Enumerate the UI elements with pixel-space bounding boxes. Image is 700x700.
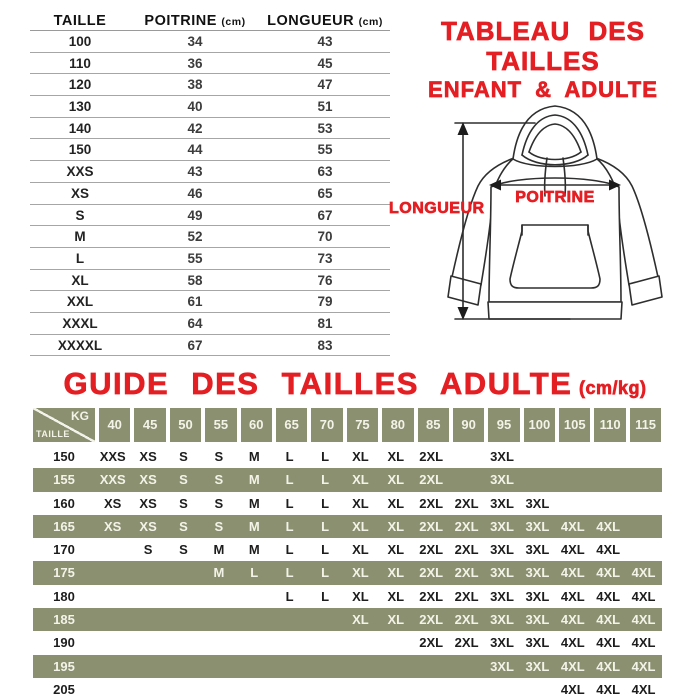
row-label-taille: 195 xyxy=(53,658,75,674)
child-table-cell: 65 xyxy=(317,185,333,201)
size-cell: M xyxy=(248,449,260,464)
size-cell: 4XL xyxy=(560,612,585,628)
size-cell: XXS xyxy=(99,472,126,488)
adult-table-body xyxy=(33,445,662,700)
size-cell: L xyxy=(250,565,259,581)
size-cell xyxy=(590,445,625,468)
size-cell xyxy=(272,608,307,631)
child-table-cell: 110 xyxy=(69,55,91,71)
size-cell: M xyxy=(248,542,260,558)
child-table-cell: 46 xyxy=(187,185,203,201)
size-cell: XL xyxy=(387,518,405,534)
size-cell xyxy=(95,678,130,700)
size-cell: XL xyxy=(387,612,405,628)
child-table-row xyxy=(30,313,390,335)
child-table-cell: 55 xyxy=(317,142,333,158)
size-cell: XS xyxy=(139,495,157,511)
adult-guide-title xyxy=(35,366,675,402)
size-cell: 2XL xyxy=(419,612,444,628)
size-cell xyxy=(343,678,378,700)
size-cell: S xyxy=(179,449,188,464)
size-cell: XL xyxy=(387,472,405,488)
size-cell: S xyxy=(214,472,224,488)
size-cell: 4XL xyxy=(560,565,585,581)
adult-table-row xyxy=(33,631,662,654)
size-cell: L xyxy=(285,588,294,604)
size-cell: 3XL xyxy=(490,449,514,464)
poitrine-label: POITRINE xyxy=(515,189,595,206)
size-cell xyxy=(449,468,484,491)
child-table-cell: 45 xyxy=(317,55,333,71)
size-cell xyxy=(520,678,555,700)
size-cell xyxy=(626,468,661,491)
kg-column-header: 45 xyxy=(130,408,165,442)
size-cell xyxy=(590,468,625,491)
size-cell: 4XL xyxy=(631,565,656,581)
kg-column-header: 40 xyxy=(95,408,130,442)
child-table-row xyxy=(30,226,390,248)
size-cell xyxy=(237,608,272,631)
size-cell: L xyxy=(285,518,294,534)
size-cell xyxy=(166,585,201,608)
size-cell xyxy=(130,655,165,678)
size-cell: XL xyxy=(352,542,369,558)
size-cell xyxy=(626,515,661,538)
adult-size-table xyxy=(33,408,662,700)
size-cell xyxy=(484,678,519,700)
size-cell: 2XL xyxy=(454,495,479,511)
kg-column-header: 95 xyxy=(484,408,519,442)
child-table-body xyxy=(30,31,390,356)
hoodie-hem-band xyxy=(488,302,622,319)
size-cell: XL xyxy=(387,542,405,558)
kg-column-header: 100 xyxy=(520,408,555,442)
kg-column-header: 85 xyxy=(414,408,449,442)
child-table-cell: 43 xyxy=(317,34,333,49)
child-table-cell: 73 xyxy=(317,250,333,266)
size-cell: 3XL xyxy=(525,542,550,558)
size-cell xyxy=(130,561,165,584)
adult-table-row xyxy=(33,608,662,631)
size-cell: M xyxy=(248,518,260,534)
column-header-taille: TAILLE xyxy=(53,13,107,29)
size-cell: XL xyxy=(352,565,369,581)
child-table-row xyxy=(30,96,390,118)
adult-table-row xyxy=(33,538,662,561)
size-cell xyxy=(201,678,236,700)
size-cell xyxy=(272,655,307,678)
child-table-cell: 61 xyxy=(187,294,203,310)
size-cell: L xyxy=(321,449,330,464)
row-label-taille: 205 xyxy=(53,681,75,697)
child-table-cell: 63 xyxy=(317,164,333,180)
child-table-header-row xyxy=(30,12,390,31)
kg-column-header: 50 xyxy=(166,408,201,442)
size-cell: L xyxy=(285,542,294,558)
child-table-cell: L xyxy=(75,250,85,266)
size-cell xyxy=(307,678,342,700)
child-table-cell: 47 xyxy=(317,77,333,93)
column-header-poitrine: POITRINE (cm) xyxy=(144,13,246,29)
size-cell: 2XL xyxy=(454,542,479,558)
size-cell xyxy=(520,445,555,468)
size-cell xyxy=(95,631,130,654)
size-cell: 2XL xyxy=(419,565,444,581)
size-cell: XL xyxy=(387,588,405,604)
size-cell: XL xyxy=(387,565,405,581)
size-cell: 2XL xyxy=(419,588,444,604)
child-table-row xyxy=(30,183,390,205)
size-cell: 4XL xyxy=(596,681,621,697)
child-table-row xyxy=(30,118,390,140)
corner-kg-label: KG xyxy=(71,409,89,423)
size-cell: 4XL xyxy=(560,588,585,604)
size-cell: 4XL xyxy=(631,658,656,674)
row-label-taille: 175 xyxy=(53,565,75,581)
size-cell xyxy=(520,468,555,491)
size-cell xyxy=(166,655,201,678)
size-cell xyxy=(95,655,130,678)
size-cell: 3XL xyxy=(525,495,550,511)
size-cell: M xyxy=(213,565,225,581)
hoodie-pocket xyxy=(510,225,600,288)
row-label-taille: 190 xyxy=(53,635,75,651)
child-table-cell: 67 xyxy=(317,207,333,223)
size-cell xyxy=(307,631,342,654)
size-cell xyxy=(95,561,130,584)
size-cell: 3XL xyxy=(525,658,550,674)
kg-column-header: 110 xyxy=(590,408,625,442)
size-cell: L xyxy=(285,495,294,511)
unit-label: (cm) xyxy=(221,16,246,28)
size-cell: 4XL xyxy=(596,542,621,558)
child-table-cell: 53 xyxy=(317,120,333,136)
kg-column-header: 55 xyxy=(201,408,236,442)
size-cell: 4XL xyxy=(560,518,585,534)
size-cell: S xyxy=(179,472,188,488)
size-cell: XS xyxy=(139,518,157,534)
size-cell xyxy=(626,492,661,515)
size-cell: 3XL xyxy=(490,612,514,628)
size-cell: 3XL xyxy=(490,658,514,674)
main-title xyxy=(390,16,696,103)
size-cell xyxy=(237,585,272,608)
size-cell xyxy=(166,678,201,700)
size-cell: 2XL xyxy=(454,635,479,651)
size-cell xyxy=(130,585,165,608)
size-cell: S xyxy=(179,542,188,558)
size-cell: XL xyxy=(352,588,369,604)
size-cell xyxy=(555,445,590,468)
size-cell: XS xyxy=(104,518,122,534)
child-table-cell: XL xyxy=(71,272,89,288)
size-cell: S xyxy=(179,495,188,511)
size-cell xyxy=(95,585,130,608)
size-cell: 3XL xyxy=(525,565,550,581)
size-cell: 4XL xyxy=(560,542,585,558)
size-cell xyxy=(626,538,661,561)
child-table-cell: 55 xyxy=(187,250,203,266)
size-cell: L xyxy=(321,495,330,511)
corner-taille-label: TAILLE xyxy=(36,429,70,439)
child-table-cell: 49 xyxy=(187,207,203,223)
child-table-cell: XXXXL xyxy=(57,337,103,353)
child-table-cell: XXS xyxy=(66,164,94,180)
size-cell: XS xyxy=(139,449,157,464)
adult-table-row xyxy=(33,585,662,608)
size-cell xyxy=(272,678,307,700)
size-cell: M xyxy=(248,495,260,511)
child-table-cell: 70 xyxy=(317,229,333,245)
guide-title-text: GUIDE DES TAILLES ADULTE xyxy=(63,366,573,401)
size-cell: 4XL xyxy=(631,612,656,628)
child-table-cell: 150 xyxy=(68,142,92,158)
column-header-longueur: LONGUEUR (cm) xyxy=(267,13,383,29)
size-cell: 3XL xyxy=(525,518,550,534)
child-table-row xyxy=(30,205,390,227)
size-cell: S xyxy=(214,449,224,464)
child-table-cell: 81 xyxy=(317,315,333,331)
row-label-taille: 155 xyxy=(53,472,75,488)
child-table-cell: XS xyxy=(70,185,89,201)
child-table-cell: XXXL xyxy=(62,315,98,331)
child-table-cell: 140 xyxy=(68,120,92,136)
size-cell xyxy=(237,678,272,700)
child-table-row xyxy=(30,248,390,270)
kg-column-header: 60 xyxy=(237,408,272,442)
size-cell xyxy=(95,608,130,631)
size-cell: 4XL xyxy=(596,635,621,651)
size-cell: 2XL xyxy=(454,588,479,604)
size-cell xyxy=(555,468,590,491)
size-cell: L xyxy=(321,542,330,558)
size-cell: XS xyxy=(139,472,157,488)
longueur-label: LONGUEUR xyxy=(389,200,485,217)
size-cell: 4XL xyxy=(631,588,656,604)
size-cell xyxy=(130,608,165,631)
size-cell: 2XL xyxy=(454,565,479,581)
guide-title-unit: (cm/kg) xyxy=(579,378,647,398)
size-cell: 2XL xyxy=(419,542,444,558)
adult-table-row xyxy=(33,561,662,584)
size-cell: S xyxy=(214,518,224,534)
size-cell: 3XL xyxy=(490,542,514,558)
child-table-cell: 40 xyxy=(187,99,203,115)
child-table-cell: XXL xyxy=(66,294,94,310)
child-table-cell: 42 xyxy=(187,120,203,136)
size-cell: 2XL xyxy=(419,518,444,534)
unit-label: (cm) xyxy=(358,16,383,28)
child-table-row xyxy=(30,139,390,161)
size-cell xyxy=(449,655,484,678)
row-label-taille: 170 xyxy=(53,542,75,558)
size-cell xyxy=(95,538,130,561)
size-cell xyxy=(449,445,484,468)
size-cell: XL xyxy=(387,495,405,511)
size-cell: 3XL xyxy=(525,612,550,628)
child-table-cell: S xyxy=(75,207,85,223)
size-cell: 4XL xyxy=(631,635,656,651)
child-size-table xyxy=(30,12,390,356)
size-cell xyxy=(272,631,307,654)
child-table-cell: 52 xyxy=(187,229,203,245)
size-cell: XL xyxy=(387,449,405,464)
size-cell: 4XL xyxy=(596,658,621,674)
size-cell: 2XL xyxy=(454,518,479,534)
size-cell: 4XL xyxy=(596,565,621,581)
size-cell: 3XL xyxy=(490,588,514,604)
size-cell: L xyxy=(285,449,294,464)
size-cell: L xyxy=(285,472,294,488)
size-cell: XL xyxy=(352,612,369,628)
size-cell: 2XL xyxy=(454,612,479,628)
size-cell: 3XL xyxy=(490,635,514,651)
kg-column-header: 115 xyxy=(626,408,661,442)
size-cell xyxy=(201,585,236,608)
child-table-row xyxy=(30,291,390,313)
size-cell: S xyxy=(179,518,188,534)
size-cell xyxy=(130,631,165,654)
row-label-taille: 160 xyxy=(53,495,75,511)
size-cell xyxy=(343,655,378,678)
size-cell: L xyxy=(321,565,330,581)
size-cell xyxy=(449,678,484,700)
size-cell: 4XL xyxy=(560,635,585,651)
corner-header-cell xyxy=(33,408,95,442)
size-cell: XL xyxy=(352,518,369,534)
adult-table-row xyxy=(33,468,662,491)
adult-table-header-row xyxy=(33,408,662,442)
size-cell xyxy=(378,655,413,678)
adult-table-row xyxy=(33,655,662,678)
size-cell: 3XL xyxy=(490,495,514,511)
size-cell xyxy=(166,631,201,654)
size-cell xyxy=(378,631,413,654)
size-cell: 3XL xyxy=(525,588,550,604)
child-table-cell: 51 xyxy=(317,99,333,115)
size-cell: 4XL xyxy=(631,681,656,697)
size-cell xyxy=(343,631,378,654)
child-table-row xyxy=(30,31,390,53)
size-cell: 3XL xyxy=(525,635,550,651)
row-label-taille: 150 xyxy=(53,449,75,464)
size-cell: S xyxy=(143,542,153,558)
child-table-row xyxy=(30,53,390,75)
row-label-taille: 185 xyxy=(53,612,75,628)
size-cell: 4XL xyxy=(596,612,621,628)
size-cell xyxy=(237,631,272,654)
adult-table-row xyxy=(33,492,662,515)
child-table-cell: 43 xyxy=(187,164,203,180)
child-table-cell: 76 xyxy=(317,272,333,288)
size-cell xyxy=(307,655,342,678)
size-cell xyxy=(130,678,165,700)
child-table-row xyxy=(30,74,390,96)
child-table-row xyxy=(30,161,390,183)
size-cell: 3XL xyxy=(490,565,514,581)
child-table-cell: 38 xyxy=(187,77,203,93)
size-cell: XXS xyxy=(99,449,126,464)
kg-column-header: 70 xyxy=(307,408,342,442)
size-cell: S xyxy=(214,495,224,511)
size-cell: L xyxy=(321,588,330,604)
child-table-cell: 83 xyxy=(317,337,333,353)
child-table-cell: 79 xyxy=(317,294,333,310)
size-cell xyxy=(307,608,342,631)
child-table-cell: 34 xyxy=(187,34,203,49)
row-label-taille: 165 xyxy=(53,518,75,534)
size-cell: L xyxy=(285,565,294,581)
size-cell: 2XL xyxy=(419,449,444,464)
size-cell: XS xyxy=(104,495,122,511)
size-cell: XL xyxy=(352,472,369,488)
child-table-cell: 64 xyxy=(187,315,203,331)
child-table-cell: 36 xyxy=(187,55,203,71)
adult-table-row xyxy=(33,678,662,700)
kg-column-header: 105 xyxy=(555,408,590,442)
size-cell: 2XL xyxy=(419,472,444,488)
child-table-cell: 58 xyxy=(187,272,203,288)
size-cell: 4XL xyxy=(596,588,621,604)
adult-table-row xyxy=(33,515,662,538)
size-cell: M xyxy=(248,472,260,488)
size-cell: 2XL xyxy=(419,635,444,651)
size-cell: XL xyxy=(352,495,369,511)
hoodie-measurement-diagram xyxy=(385,95,700,340)
size-cell xyxy=(590,492,625,515)
size-cell: 4XL xyxy=(596,518,621,534)
child-table-row xyxy=(30,270,390,292)
child-table-cell: 130 xyxy=(68,99,92,115)
child-table-cell: 120 xyxy=(68,77,92,93)
size-cell: 3XL xyxy=(490,518,514,534)
size-cell: XL xyxy=(352,449,369,464)
size-cell xyxy=(378,678,413,700)
size-cell xyxy=(201,608,236,631)
size-cell: L xyxy=(321,518,330,534)
size-cell xyxy=(201,655,236,678)
child-table-cell: 67 xyxy=(187,337,203,353)
size-cell: L xyxy=(321,472,330,488)
child-table-cell: M xyxy=(74,229,86,245)
size-cell xyxy=(414,655,449,678)
size-cell: 4XL xyxy=(560,681,585,697)
child-table-cell: 100 xyxy=(68,34,92,49)
size-cell: M xyxy=(213,542,225,558)
size-cell: 4XL xyxy=(560,658,585,674)
size-cell xyxy=(237,655,272,678)
size-cell: 3XL xyxy=(490,472,514,488)
size-cell xyxy=(626,445,661,468)
kg-column-header: 90 xyxy=(449,408,484,442)
size-cell xyxy=(166,608,201,631)
kg-column-header: 75 xyxy=(343,408,378,442)
row-label-taille: 180 xyxy=(53,588,75,604)
kg-column-header: 65 xyxy=(272,408,307,442)
size-cell xyxy=(166,561,201,584)
title-line-2: ENFANT & ADULTE xyxy=(428,77,658,102)
size-cell xyxy=(555,492,590,515)
child-table-row xyxy=(30,335,390,357)
child-table-cell: 44 xyxy=(187,142,203,158)
size-cell xyxy=(201,631,236,654)
size-cell xyxy=(414,678,449,700)
kg-column-header: 80 xyxy=(378,408,413,442)
size-cell: 2XL xyxy=(419,495,444,511)
adult-table-row xyxy=(33,445,662,468)
title-line-1: TABLEAU DES TAILLES xyxy=(441,16,645,76)
